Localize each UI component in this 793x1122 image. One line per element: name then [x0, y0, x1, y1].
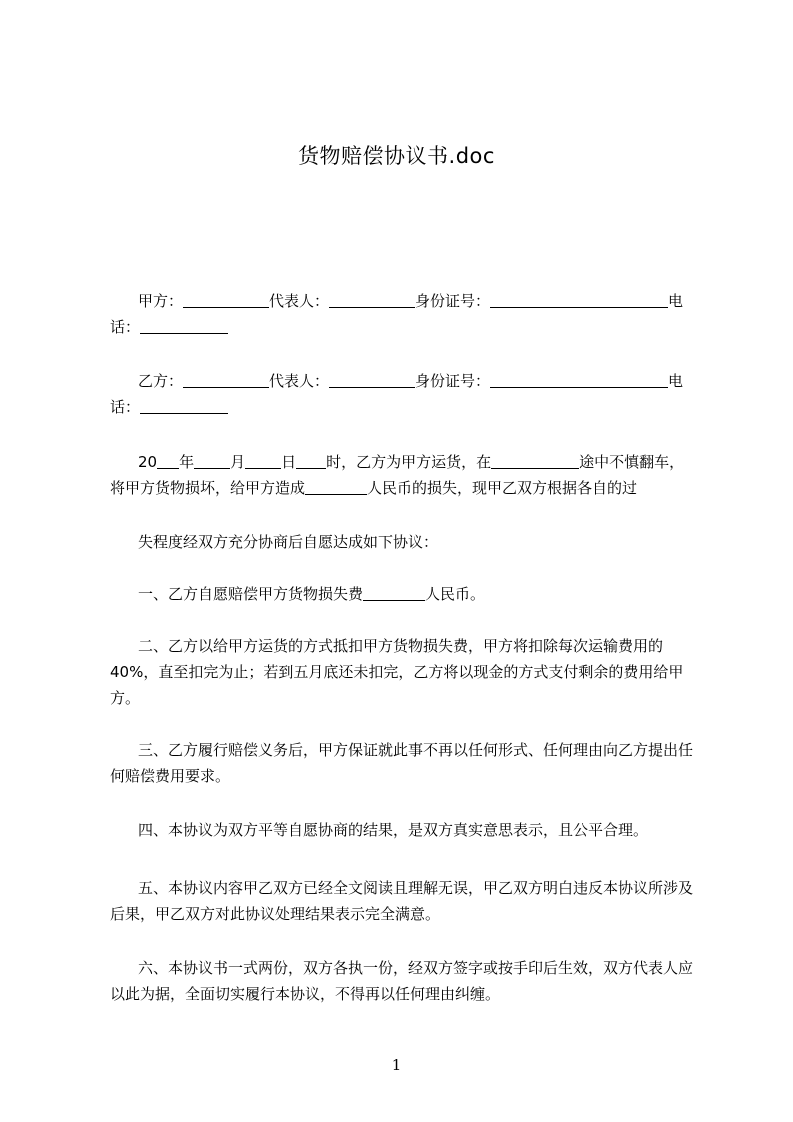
party-b-label: 乙方： — [138, 372, 184, 390]
party-b-tel-label-cont: 话： — [110, 398, 141, 416]
damage-amount-blank — [305, 478, 367, 495]
party-a-rep-blank — [329, 291, 415, 308]
month-label: 月 — [230, 453, 246, 471]
party-a-info — [110, 288, 702, 340]
clause-1 — [110, 581, 702, 607]
clause-1-text-cont: 人民币。 — [425, 585, 486, 603]
clause-6-text: 六、本协议书一式两份，双方各执一份，经双方签字或按手印后生效，双方代表人应以此为据，全面切实履行本协议，不得再以任何理由纠缠。 — [110, 959, 694, 1003]
hour-text: 时，乙方为甲方运货，在 — [326, 453, 492, 471]
party-a-label: 甲方： — [138, 292, 184, 310]
year-prefix: 20 — [138, 453, 158, 471]
clause-1-text: 一、乙方自愿赔偿甲方货物损失费 — [138, 585, 364, 603]
year-blank — [157, 452, 179, 469]
party-a-tel-label: 电 — [668, 292, 684, 310]
clause-5 — [110, 875, 702, 927]
accident-text: 途中不慎翻车， — [579, 453, 685, 471]
hour-blank — [296, 452, 326, 469]
clause-3-text: 三、乙方履行赔偿义务后，甲方保证就此事不再以任何形式、任何理由向乙方提出任何赔偿费用要求。 — [110, 741, 694, 785]
party-b-info — [110, 368, 702, 420]
party-b-rep-blank — [329, 371, 415, 388]
negotiation-text: 失程度经双方充分协商后自愿达成如下协议： — [138, 533, 439, 551]
party-b-id-label: 身份证号： — [415, 372, 491, 390]
party-a-name-blank — [183, 291, 269, 308]
incident-paragraph — [110, 449, 702, 501]
party-a-rep-label: 代表人： — [269, 292, 330, 310]
year-label: 年 — [179, 453, 195, 471]
party-a-tel-blank — [140, 317, 228, 334]
party-b-tel-label: 电 — [668, 372, 684, 390]
document-title: 货物赔偿协议书.doc — [298, 144, 495, 168]
month-blank — [194, 452, 230, 469]
party-b-name-blank — [183, 371, 269, 388]
negotiation-paragraph — [110, 529, 702, 555]
party-b-rep-label: 代表人： — [269, 372, 330, 390]
clause-2-text: 二、乙方以给甲方运货的方式抵扣甲方货物损失费，甲方将扣除每次运输费用的40%，直至扣完为止；若到五月底还未扣完，乙方将以现金的方式支付剩余的费用给甲方。 — [110, 637, 684, 707]
party-a-id-label: 身份证号： — [415, 292, 491, 310]
party-b-id-blank — [490, 371, 668, 388]
clause-2 — [110, 633, 702, 711]
clause-6 — [110, 955, 702, 1007]
day-blank — [245, 452, 281, 469]
page-number: 1 — [391, 1056, 402, 1074]
clause-3 — [110, 737, 702, 789]
party-a-tel-label-cont: 话： — [110, 318, 141, 336]
location-blank — [491, 452, 579, 469]
compensation-amount-blank — [363, 584, 425, 601]
clause-4-text: 四、本协议为双方平等自愿协商的结果，是双方真实意思表示，且公平合理。 — [138, 821, 649, 839]
clause-4 — [110, 817, 702, 843]
clause-5-text: 五、本协议内容甲乙双方已经全文阅读且理解无误，甲乙双方明白违反本协议所涉及后果，甲乙双方对此协议处理结果表示完全满意。 — [110, 879, 694, 923]
day-label: 日 — [281, 453, 297, 471]
party-b-tel-blank — [140, 397, 228, 414]
damage-text: 将甲方货物损坏，给甲方造成 — [110, 479, 306, 497]
party-a-id-blank — [490, 291, 668, 308]
damage-text-cont: 人民币的损失，现甲乙双方根据各自的过 — [367, 479, 638, 497]
